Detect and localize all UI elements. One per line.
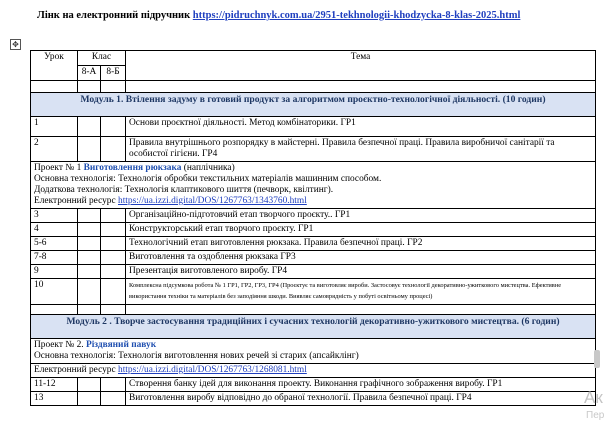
- class-cell: [78, 378, 101, 392]
- lesson-number: 4: [31, 223, 78, 237]
- lesson-number: 11-12: [31, 378, 78, 392]
- lesson-topic: Створення банку ідей для виконання проекту. Виконання графічного зображення виробу. ГР1: [126, 378, 596, 392]
- class-cell: [78, 279, 101, 305]
- project-1-block: [31, 162, 596, 209]
- lesson-number: 1: [31, 117, 78, 137]
- textbook-link-label: Лінк на електронний підручник: [37, 10, 193, 21]
- lesson-number: 7-8: [31, 251, 78, 265]
- class-cell: [101, 392, 126, 406]
- empty-cell: [31, 305, 78, 315]
- header-class-b: 8-Б: [101, 66, 126, 81]
- project-1-extra-tech: Додаткова технологія: Технологія клаптикового шиття (печворк, квілтинг).: [34, 185, 334, 195]
- lesson-topic: Конструкторський етап творчого проєкту. ГР1: [126, 223, 596, 237]
- header-topic: Тема: [126, 51, 596, 81]
- project-2-main-tech: Основна технологія: Технологія виготовлення нових речей зі старих (апсайклінг): [34, 351, 359, 361]
- lesson-number: 2: [31, 137, 78, 162]
- project-2-title-line: Проект № 2. Різдвяний павук: [34, 340, 157, 350]
- project-2-resource-link[interactable]: https://ua.izzi.digital/DOS/1267763/1268081.html: [118, 365, 307, 375]
- empty-cell: [31, 81, 78, 93]
- lesson-topic: Виготовлення виробу відповідно до обраної технології. Правила безпечної праці. ГР4: [126, 392, 596, 406]
- class-cell: [78, 392, 101, 406]
- project-2-block: [31, 339, 596, 364]
- class-cell: [101, 117, 126, 137]
- activation-watermark-sub: Пер: [586, 410, 604, 421]
- lesson-topic: Основи проєктної діяльності. Метод комбінаторики. ГР1: [126, 117, 596, 137]
- lesson-number: 10: [31, 279, 78, 305]
- textbook-link-line: [37, 10, 520, 21]
- class-cell: [101, 209, 126, 223]
- class-cell: [101, 378, 126, 392]
- empty-cell: [101, 305, 126, 315]
- module-1-title: Модуль 1. Втілення задуму в готовий продукт за алгоритмом проєктно-технологічної діяльності. (10 годин): [31, 93, 596, 117]
- move-handle-icon[interactable]: ✥: [10, 39, 21, 50]
- class-cell: [78, 265, 101, 279]
- textbook-link[interactable]: https://pidruchnyk.com.ua/2951-tekhnologii-khodzycka-8-klas-2025.html: [192, 10, 521, 21]
- project-2-resource: Електронний ресурс https://ua.izzi.digital/DOS/1267763/1268081.html: [31, 364, 596, 378]
- empty-cell: [78, 305, 101, 315]
- project-1-resource: Електронний ресурс https://ua.izzi.digital/DOS/1267763/1343760.html: [34, 196, 307, 206]
- empty-cell: [126, 81, 596, 93]
- class-cell: [78, 223, 101, 237]
- project-2-name: Різдвяний павук: [85, 340, 157, 350]
- project-1-title-line: Проект № 1 Виготовлення рюкзака (наплічника): [34, 163, 235, 173]
- class-cell: [78, 137, 101, 162]
- lesson-number: 5-6: [31, 237, 78, 251]
- empty-cell: [101, 81, 126, 93]
- class-cell: [101, 265, 126, 279]
- header-class-a: 8-А: [78, 66, 101, 81]
- class-cell: [78, 237, 101, 251]
- class-cell: [101, 137, 126, 162]
- class-cell: [101, 237, 126, 251]
- project-1-name: Виготовлення рюкзака: [83, 163, 182, 173]
- module-2-title: Модуль 2 . Творче застосування традиційних і сучасних технологій декоративно-ужиткового мистецтва. (6 годин): [31, 315, 596, 339]
- class-cell: [101, 279, 126, 305]
- header-lesson: Урок: [31, 51, 78, 81]
- lesson-plan-table: [30, 50, 596, 406]
- class-cell: [101, 223, 126, 237]
- lesson-topic: Виготовлення та оздоблення рюкзака ГР3: [126, 251, 596, 265]
- class-cell: [78, 251, 101, 265]
- lesson-topic: Технологічний етап виготовлення рюкзака. Правила безпечної праці. ГР2: [126, 237, 596, 251]
- lesson-topic: Комплексна підсумкова робота № 1 ГР1, ГР2, ГР3, ГР4 (Проєктує та виготовляє вироби. Застосовує технології декоративно-ужиткового мистецтва. Ефективне використання техніки та матеріалів без заподіяння шкоди. Виявляє самоврядність у побуті освітньому процесі): [126, 279, 596, 305]
- empty-cell: [126, 305, 596, 315]
- project-1-resource-link[interactable]: https://ua.izzi.digital/DOS/1267763/1343760.html: [118, 196, 307, 206]
- lesson-number: 3: [31, 209, 78, 223]
- class-cell: [101, 251, 126, 265]
- class-cell: [78, 209, 101, 223]
- lesson-topic: Правила внутрішнього розпорядку в майстерні. Правила безпечної праці. Правила виробничої санітарії та особистої гігієни. ГР4: [126, 137, 596, 162]
- lesson-number: 13: [31, 392, 78, 406]
- empty-cell: [78, 81, 101, 93]
- lesson-topic: Презентація виготовленого виробу. ГР4: [126, 265, 596, 279]
- project-1-main-tech: Основна технологія: Технологія обробки текстильних матеріалів машинним способом.: [34, 174, 382, 184]
- scrollbar-thumb[interactable]: [594, 350, 600, 368]
- lesson-number: 9: [31, 265, 78, 279]
- header-class: Клас: [78, 51, 126, 66]
- class-cell: [78, 117, 101, 137]
- lesson-topic: Організаційно-підготовчий етап творчого проєкту.. ГР1: [126, 209, 596, 223]
- activation-watermark: Ак: [584, 388, 603, 407]
